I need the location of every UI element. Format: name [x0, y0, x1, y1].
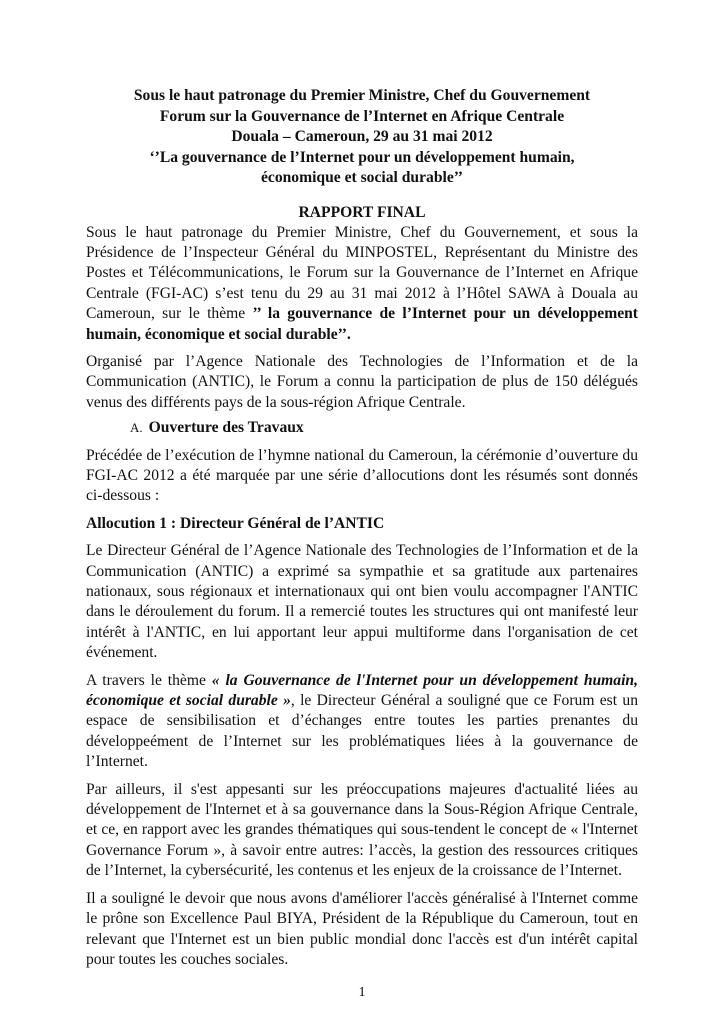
- section-letter: A.: [130, 420, 143, 436]
- dg-gratitude-paragraph: Le Directeur Général de l’Agence Nationale des Technologies de l’Information et de la Communication (ANTIC) a exprimé sa sympathie et sa gratitude aux partenaires nationaux, sous régionaux et internationaux qui ont bien voulu accompagner l'ANTIC dans le déroulement du forum. Il a remercié toutes les structures qui ont manifesté leur intérêt à l'ANTIC, en lui apportant leur appui multiforme dans l'organisation de cet événement.: [86, 542, 638, 662]
- theme-quote: « la Gouvernance de l'Internet pour un développement humain, économique et social durable »: [86, 671, 638, 710]
- concerns-paragraph: Par ailleurs, il s'est appesanti sur les préoccupations majeures d'actualité liées au développement de l'Internet et à sa gouvernance dans la Sous-Région Afrique Centrale, et ce, en rapport avec les grandes thématiques qui sous-tendent le concept de « l'Internet Governance Forum », à savoir entre autres: l’accès, la gestion des ressources critiques de l’Internet, la cybersécurité, les contenus et les enjeux de la croissance de l’Internet.: [86, 780, 638, 880]
- theme-prefix: A travers le thème: [86, 671, 212, 689]
- theme-paragraph: [86, 671, 638, 773]
- intro-paragraph: [86, 223, 638, 345]
- document-header: [86, 86, 638, 189]
- header-line-theme-end: économique et social durable’’: [261, 169, 463, 186]
- organisation-paragraph: Organisé par l’Agence Nationale des Technologies de l’Information et de la Communication (ANTIC), le Forum a connu la participation de plus de 150 délégués venus des différents pays de la sous-région Afrique Centrale.: [86, 352, 638, 411]
- access-paragraph: Il a souligné le devoir que nous avons d'améliorer l'accès généralisé à l'Internet comme le prône son Excellence Paul BIYA, Président de la République du Cameroun, tout en relevant que l'Internet est un bien public mondial donc l'accès est d'un intérêt capital pour toutes les couches sociales.: [86, 889, 638, 968]
- intro-text: Sous le haut patronage du Premier Ministre, Chef du Gouvernement, et sous la Présidence de l’Inspecteur Général du MINPOSTEL, Représentant du Ministre des Postes et Télécommunications, le Forum sur la Gouvernance de l’Internet en Afrique Centrale (FGI-AC) s’est tenu du 29 au 31 mai 2012 à l’Hôtel SAWA à Douala au Cameroun, sur le thème: [86, 223, 638, 323]
- intro-theme-bold: ’’ la gouvernance de l’Internet pour un développement humain, économique et social durable’’.: [86, 305, 638, 343]
- header-line-forum: Forum sur la Gouvernance de l’Internet en Afrique Centrale: [159, 107, 565, 125]
- header-line-theme: ‘’La gouvernance de l’Internet pour un développement humain,: [149, 148, 575, 166]
- section-heading-a: [130, 418, 638, 438]
- allocution-heading: Allocution 1 : Directeur Général de l’ANTIC: [86, 514, 385, 532]
- report-title: RAPPORT FINAL: [298, 203, 426, 221]
- ceremony-paragraph: Précédée de l’exécution de l’hymne national du Cameroun, la cérémonie d’ouverture du FGI-AC 2012 a été marquée par une série d’allocutions dont les résumés sont donnés ci-dessous :: [86, 446, 638, 505]
- theme-rest: , le Directeur Général a souligné que ce Forum est un espace de sensibilisation et d’échanges entre toutes les parties prenantes du développeément de l’Internet sur les problématiques liées à la gouvernance de l’Internet.: [86, 692, 638, 771]
- header-line-location-date: Douala – Cameroun, 29 au 31 mai 2012: [231, 128, 493, 145]
- header-line-patronage: Sous le haut patronage du Premier Ministre, Chef du Gouvernement: [133, 87, 591, 104]
- page-number: 1: [358, 984, 366, 999]
- section-title: Ouverture des Travaux: [148, 419, 304, 437]
